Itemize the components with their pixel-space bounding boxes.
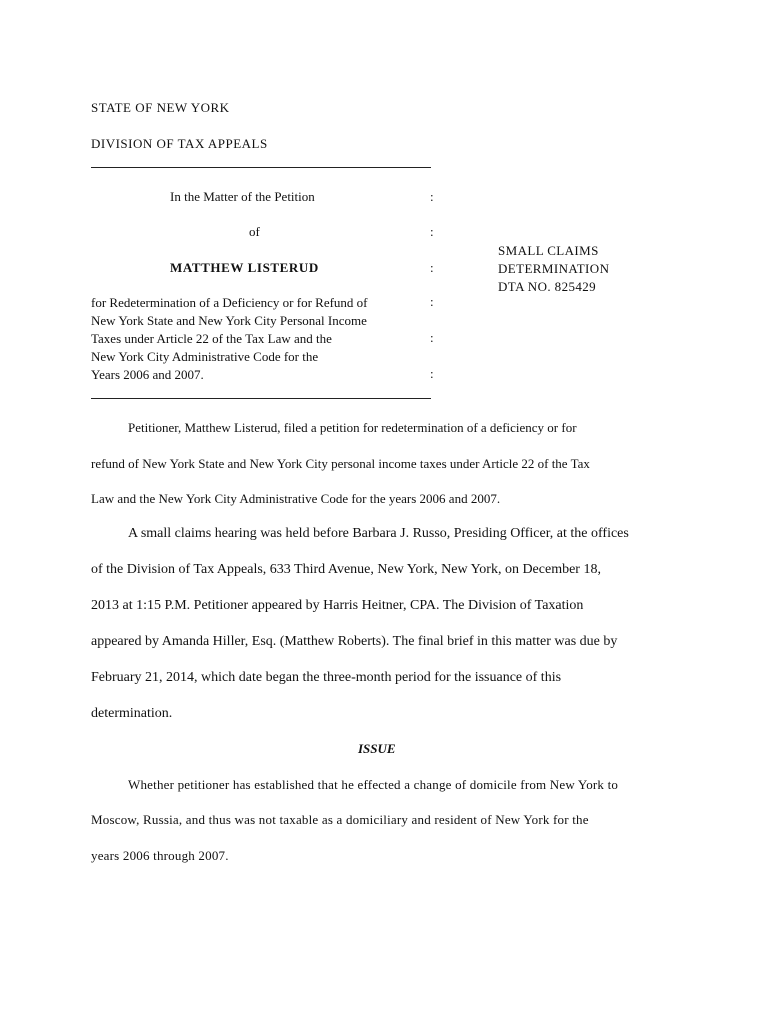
paragraph-line: appeared by Amanda Hiller, Esq. (Matthew Roberts). The final brief in this matter was due by — [91, 634, 618, 649]
paragraph-line: determination. — [91, 706, 173, 721]
paragraph-line: Moscow, Russia, and thus was not taxable as a domiciliary and resident of New York for the — [91, 812, 589, 827]
caption-purpose-line: Taxes under Article 22 of the Tax Law and the — [91, 331, 332, 346]
determination-type: SMALL CLAIMS — [498, 243, 599, 258]
dta-number: DTA NO. 825429 — [498, 279, 597, 294]
paragraph-line: February 21, 2014, which date began the three-month period for the issuance of this — [91, 670, 562, 685]
caption-purpose-line: New York State and New York City Personal Income — [91, 313, 367, 328]
paragraph-line: Law and the New York City Administrative Code for the years 2006 and 2007. — [91, 491, 501, 506]
paragraph-line: 2013 at 1:15 P.M. Petitioner appeared by Harris Heitner, CPA. The Division of Taxation — [91, 598, 584, 613]
caption-purpose-line: Years 2006 and 2007. — [91, 367, 204, 382]
division-heading: DIVISION OF TAX APPEALS — [91, 136, 268, 151]
paragraph-line: A small claims hearing was held before Barbara J. Russo, Presiding Officer, at the offices — [128, 526, 629, 541]
paragraph-line: Whether petitioner has established that he effected a change of domicile from New York to — [128, 777, 619, 792]
caption-top-rule — [91, 167, 431, 168]
caption-bottom-rule — [91, 398, 431, 399]
caption-colon: : — [430, 294, 434, 309]
paragraph-line: Petitioner, Matthew Listerud, filed a petition for redetermination of a deficiency or for — [128, 420, 577, 435]
paragraph-line: years 2006 through 2007. — [91, 848, 229, 863]
caption-colon: : — [430, 330, 434, 345]
determination-label: DETERMINATION — [498, 261, 610, 276]
caption-colon: : — [430, 260, 434, 275]
caption-purpose-line: for Redetermination of a Deficiency or for Refund of — [91, 295, 368, 310]
caption-colon: : — [430, 224, 434, 239]
paragraph-line: refund of New York State and New York City personal income taxes under Article 22 of the Tax — [91, 456, 590, 471]
petitioner-name: MATTHEW LISTERUD — [170, 260, 319, 275]
caption-matter: In the Matter of the Petition — [170, 189, 315, 204]
issue-heading: ISSUE — [358, 741, 396, 756]
caption-purpose-line: New York City Administrative Code for the — [91, 349, 319, 364]
determination-block — [498, 242, 609, 296]
caption-colon: : — [430, 366, 434, 381]
paragraph-line: of the Division of Tax Appeals, 633 Third Avenue, New York, New York, on December 18, — [91, 562, 601, 577]
caption-colon: : — [430, 189, 434, 204]
state-heading: STATE OF NEW YORK — [91, 100, 230, 115]
caption-of: of — [249, 224, 260, 239]
